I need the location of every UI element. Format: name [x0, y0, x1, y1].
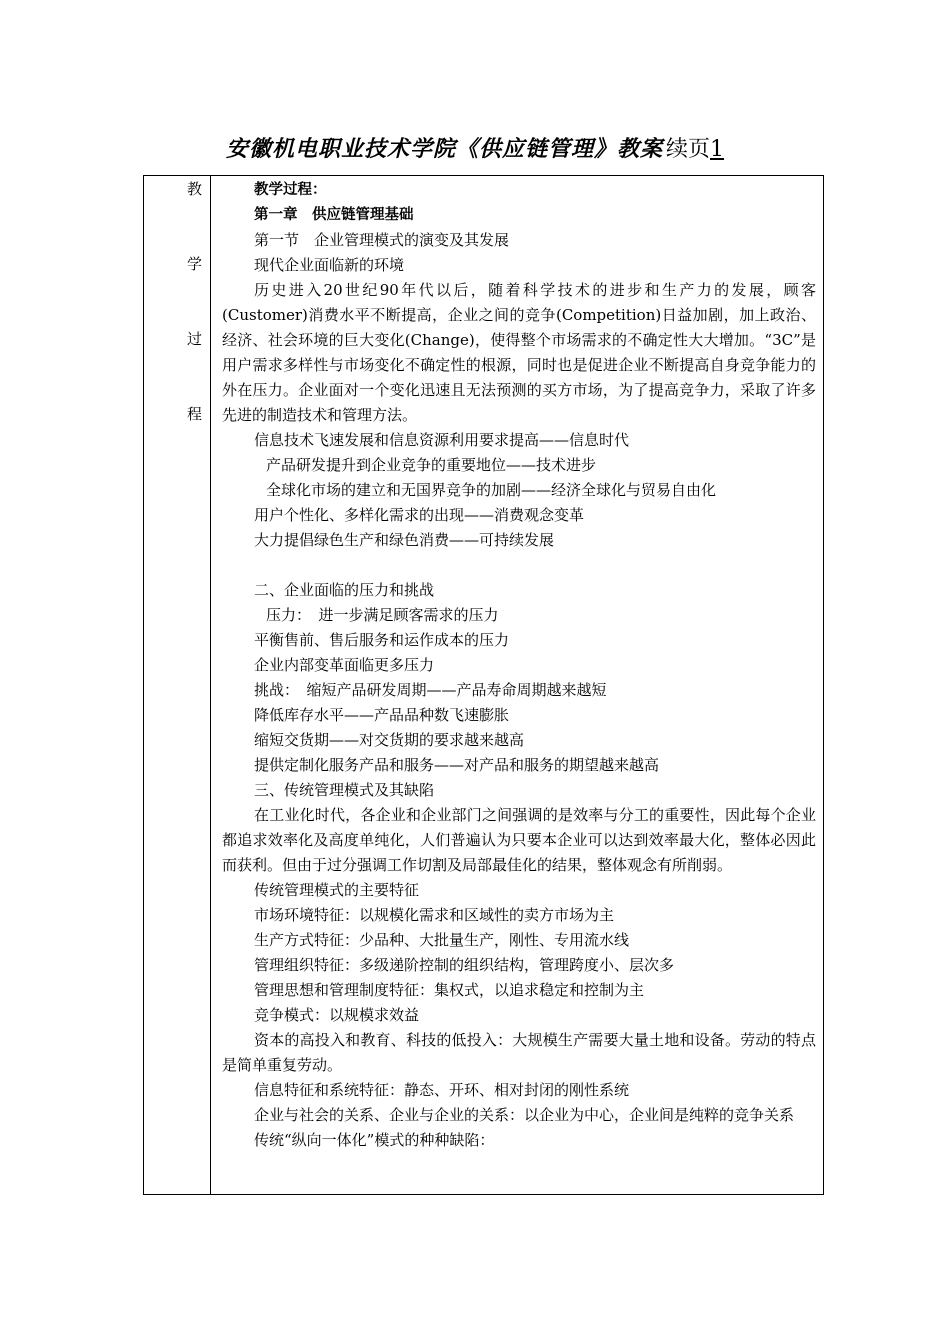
continuation-text: 续页	[666, 137, 711, 162]
side-label-char: 程	[186, 405, 202, 423]
list-item: 降低库存水平——产品品种数飞速膨胀	[254, 706, 510, 724]
subsection-title: 传统管理模式的主要特征	[254, 881, 420, 899]
side-label-char: 教	[186, 180, 202, 198]
side-label-column	[144, 176, 211, 1194]
list-item: 信息特征和系统特征：静态、开环、相对封闭的刚性系统	[254, 1081, 630, 1099]
list-item: 大力提倡绿色生产和绿色消费——可持续发展	[254, 531, 555, 549]
continuation-label	[666, 137, 724, 162]
chapter-title: 第一章 供应链管理基础	[254, 207, 414, 223]
paragraph: 在工业化时代，各企业和企业部门之间强调的是效率与分工的重要性，因此每个企业都追求效率化及高度单纯化，人们普遍认为只要本企业可以达到效率最大化，整体必因此而获利。但由于过分强调工作切割及局部最佳化的结果，整体观念有所削弱。	[222, 806, 816, 874]
list-item: 管理组织特征：多级递阶控制的组织结构，管理跨度小、层次多	[254, 956, 675, 974]
subsection-title: 三、传统管理模式及其缺陷	[254, 781, 435, 799]
list-item: 压力： 进一步满足顾客需求的压力	[266, 606, 499, 624]
list-item: 传统“纵向一体化”模式的种种缺陷：	[254, 1131, 495, 1149]
list-item: 企业内部变革面临更多压力	[254, 656, 435, 674]
paragraph: 企业与社会的关系、企业与企业的关系：以企业为中心，企业间是纯粹的竞争关系	[254, 1106, 795, 1124]
list-item: 提供定制化服务产品和服务——对产品和服务的期望越来越高	[254, 756, 660, 774]
teaching-process-content	[222, 178, 816, 1153]
list-item: 挑战： 缩短产品研发周期——产品寿命周期越来越短	[254, 681, 607, 699]
list-item: 管理思想和管理制度特征：集权式，以追求稳定和控制为主	[254, 981, 645, 999]
document-title: 安徽机电职业技术学院《供应链管理》教案	[225, 136, 663, 162]
list-item: 平衡售前、售后服务和运作成本的压力	[254, 631, 510, 649]
side-label-char: 学	[186, 255, 202, 273]
list-item: 用户个性化、多样化需求的出现——消费观念变革	[254, 506, 585, 524]
list-item: 信息技术飞速发展和信息资源利用要求提高——信息时代	[254, 431, 630, 449]
blank-line	[222, 553, 816, 578]
list-item: 市场环境特征：以规模化需求和区域性的卖方市场为主	[254, 906, 615, 924]
paragraph: 历史进入20世纪90年代以后，随着科学技术的进步和生产力的发展，顾客(Customer)消费水平不断提高，企业之间的竞争(Competition)日益加剧，加上政治、经济、社会环境的巨大变化(Change)，使得整个市场需求的不确定性大大增加。“3C”是用户需求多样性与市场变化不确定性的根源，同时也是促进企业不断提高自身竞争能力的外在压力。企业面对一个变化迅速且无法预测的买方市场，为了提高竞争力，采取了许多先进的制造技术和管理方法。	[222, 281, 816, 424]
page-number: 1	[710, 137, 725, 162]
section-heading: 教学过程：	[254, 182, 327, 198]
section-title: 第一节 企业管理模式的演变及其发展	[254, 231, 510, 249]
paragraph: 资本的高投入和教育、科技的低投入：大规模生产需要大量土地和设备。劳动的特点是简单重复劳动。	[222, 1031, 816, 1074]
list-item: 产品研发提升到企业竞争的重要地位——技术进步	[266, 456, 597, 474]
subsection-title: 现代企业面临新的环境	[254, 256, 405, 274]
lesson-table	[143, 175, 824, 1195]
document-header	[0, 132, 950, 167]
side-label-char: 过	[186, 330, 202, 348]
list-item: 竞争模式：以规模求效益	[254, 1006, 420, 1024]
list-item: 生产方式特征：少品种、大批量生产，刚性、专用流水线	[254, 931, 630, 949]
list-item: 缩短交货期——对交货期的要求越来越高	[254, 731, 525, 749]
subsection-title: 二、企业面临的压力和挑战	[254, 581, 435, 599]
list-item: 全球化市场的建立和无国界竞争的加剧——经济全球化与贸易自由化	[266, 481, 717, 499]
